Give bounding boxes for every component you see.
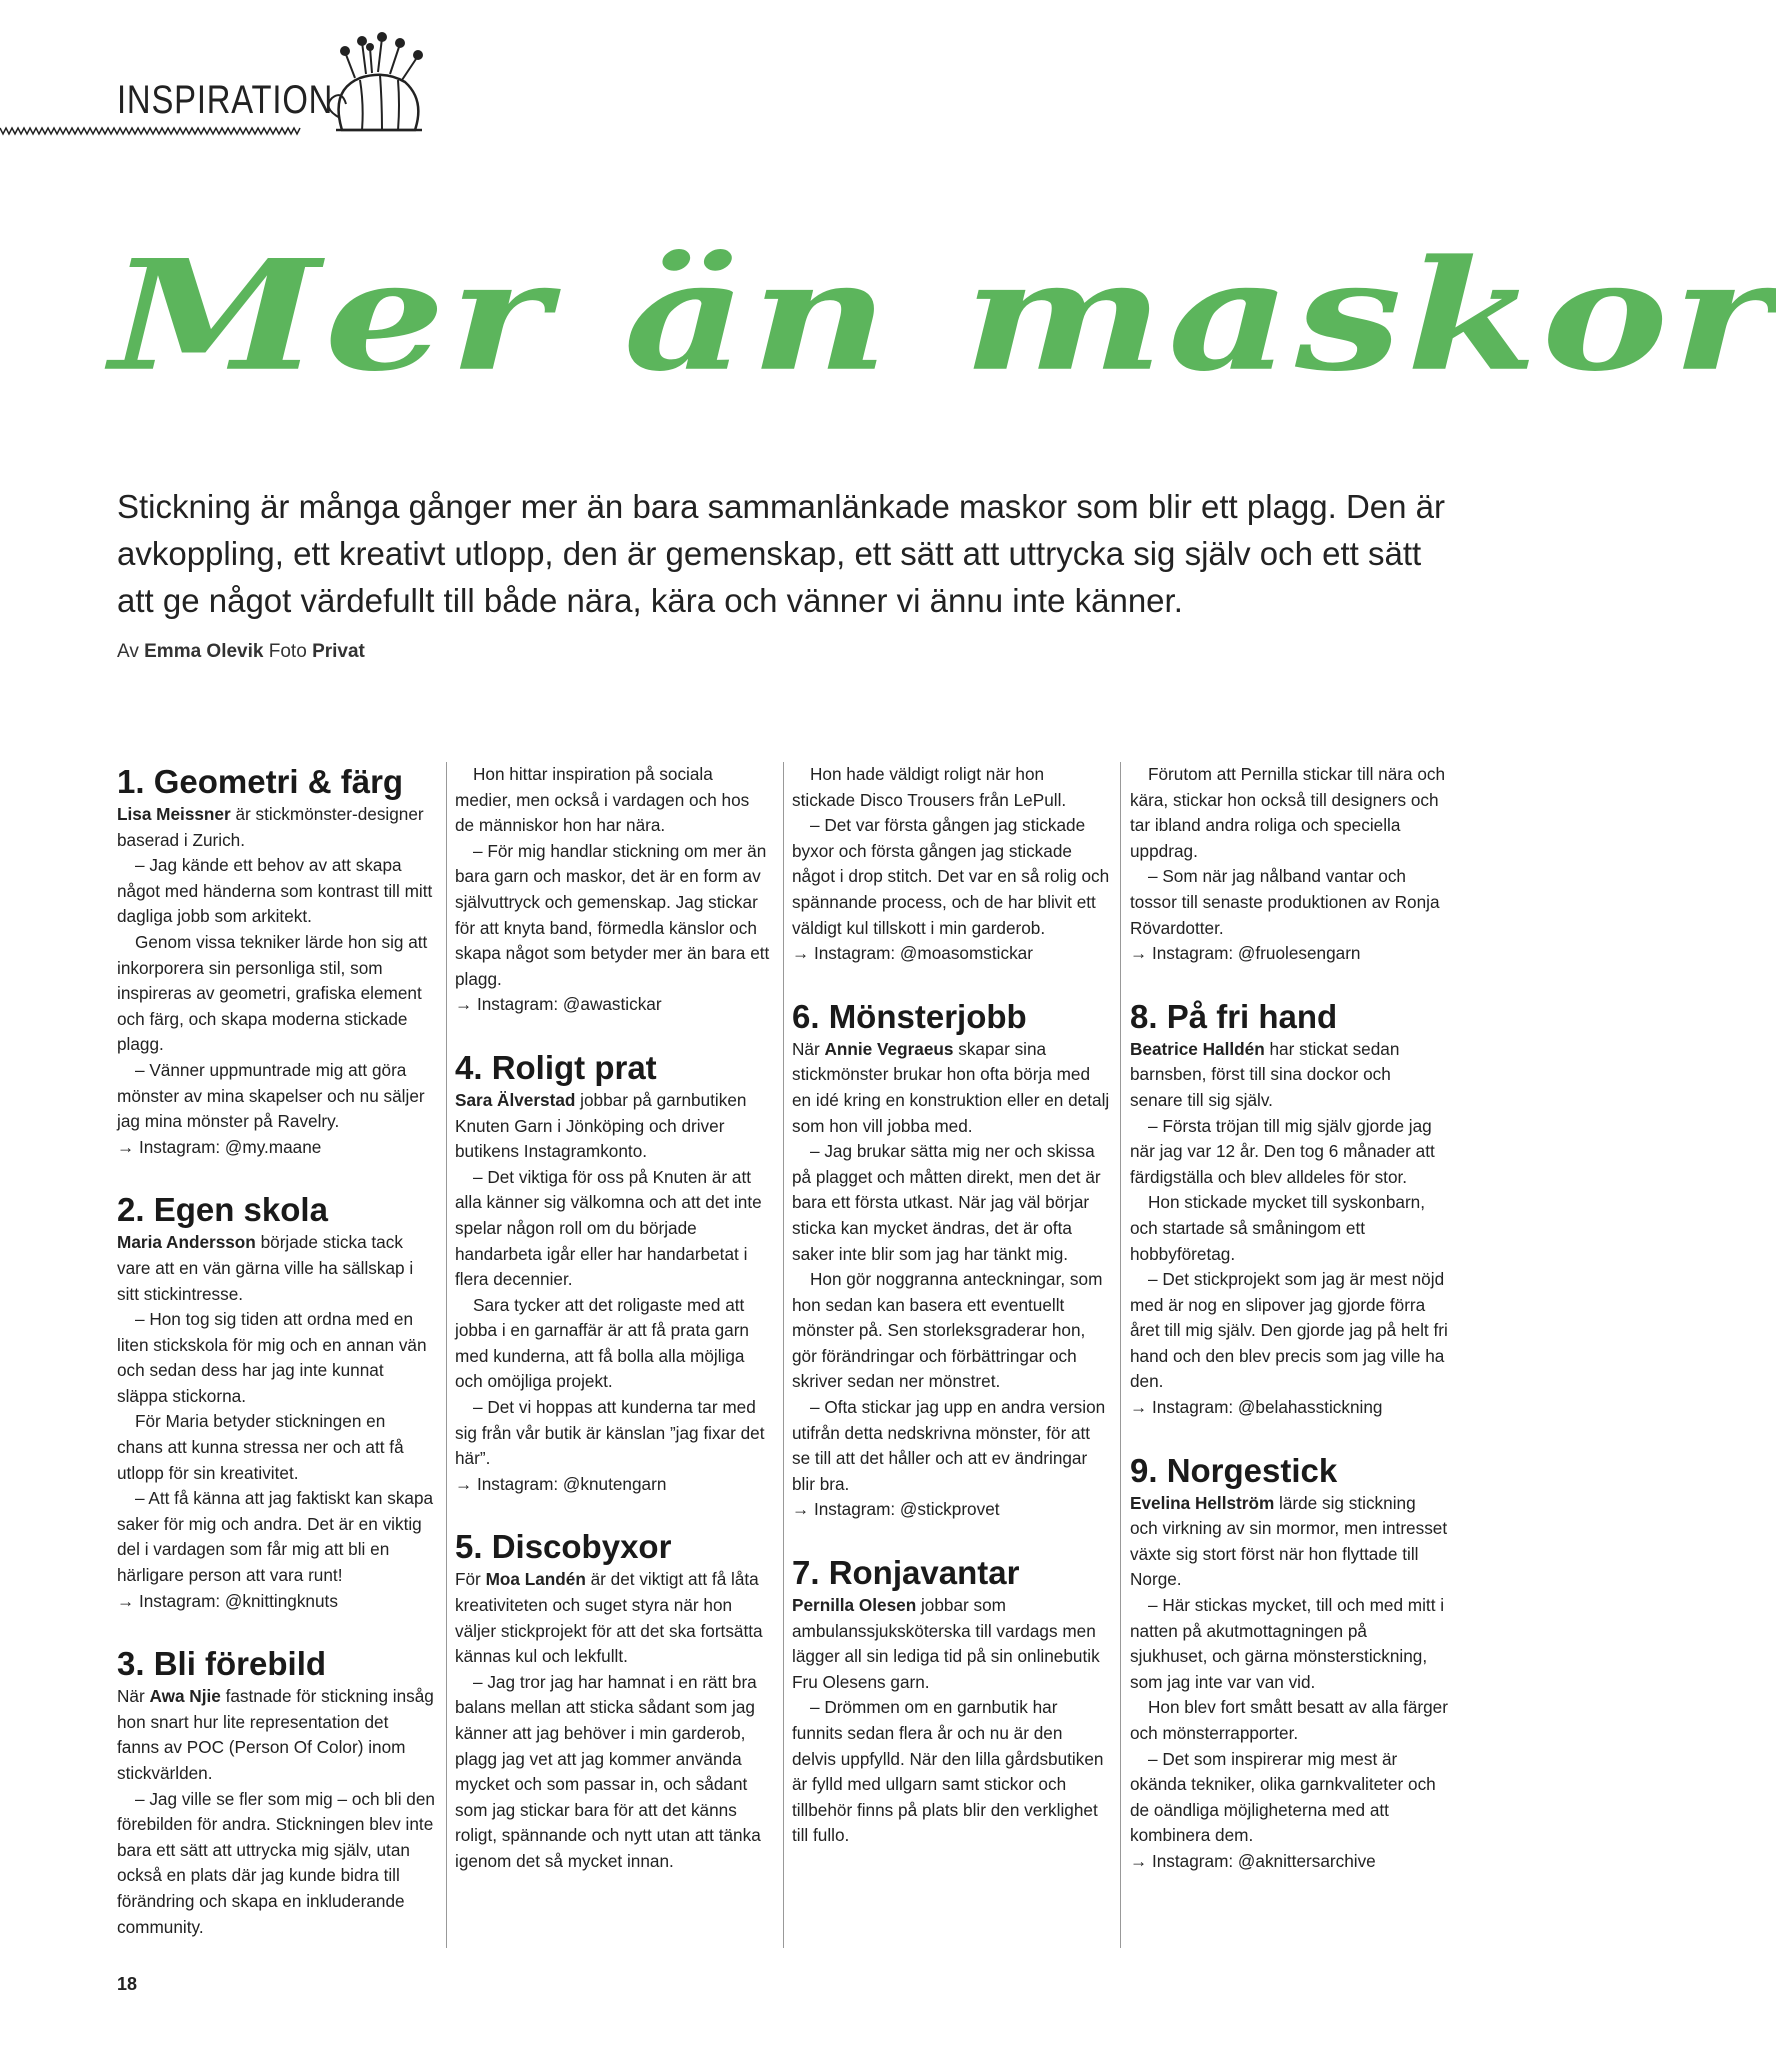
instagram-link[interactable]: → Instagram: @my.maane <box>117 1136 322 1157</box>
section-paragraph: Hon hade väldigt roligt när hon stickade Disco Trousers från LePull. <box>792 764 1067 810</box>
instagram-link[interactable]: → Instagram: @belahasstickning <box>1130 1397 1383 1418</box>
section-paragraph: – Första tröjan till mig själv gjorde jag när jag var 12 år. Den tog 6 månader att färdigställa och blev alldeles för stor. <box>1130 1115 1435 1187</box>
section-paragraph: – Att få känna att jag faktiskt kan skapa saker för mig och andra. Det är en viktig del i vardagen som får mig att bli en härligare person att vara runt! <box>117 1488 434 1586</box>
section-title: 4. Roligt prat <box>455 1048 657 1086</box>
byline-photographer: Privat <box>312 641 365 662</box>
column-divider <box>783 762 784 1948</box>
column-3 <box>792 762 1110 1849</box>
section-intro: är stickmönster-designer baserad i Zurich. <box>117 804 424 850</box>
section-paragraph: – Jag tror jag har hamnat i en rätt bra balans mellan att sticka sådant som jag känner att jag behöver i min garderob, plagg jag vet att jag kommer använda mycket och som passar in, och sådant som jag stickar bara för att det känns roligt, spännande och nytt utan att tänka igenom det så mycket innan. <box>455 1671 761 1871</box>
section-intro: har stickat sedan barnsben, först till sina dockor och senare till sig själv. <box>1130 1038 1400 1110</box>
instagram-link[interactable]: → Instagram: @knittingknuts <box>117 1590 338 1611</box>
headline: Mer än maskor <box>110 226 1776 405</box>
section-paragraph: – Det som inspirerar mig mest är okända tekniker, olika garnkvaliteter och de oändliga möjligheterna med att kombinera dem. <box>1130 1748 1436 1846</box>
byline-av-label: Av <box>117 641 139 662</box>
section-intro: skapar sina stickmönster brukar hon ofta börja med en idé kring en konstruktion eller en detalj som hon vill jobba med. <box>792 1038 1110 1136</box>
section-paragraph: Hon hittar inspiration på sociala medier, men också i vardagen och hos de människor hon har nära. <box>455 764 750 836</box>
instagram-link[interactable]: → Instagram: @awastickar <box>455 994 662 1015</box>
section-intro: jobbar på garnbutiken Knuten Garn i Jönköping och driver butikens Instagramkonto. <box>455 1089 747 1162</box>
byline-foto-label: Foto <box>268 641 307 662</box>
section-paragraph: – Det viktiga för oss på Knuten är att alla känner sig välkomna och att det inte spelar någon roll om du började handarbeta igår eller har handarbetat i flera decennier. <box>455 1166 762 1290</box>
instagram-link[interactable]: → Instagram: @stickprovet <box>792 1499 1000 1520</box>
section-title: 9. Norgestick <box>1130 1451 1338 1489</box>
section-title: 6. Mönsterjobb <box>792 997 1027 1035</box>
section-title: 5. Discobyxor <box>455 1528 672 1566</box>
column-4 <box>1130 762 1448 1875</box>
person-name: Sara Älverstad <box>455 1089 576 1110</box>
section-paragraph: – Vänner uppmuntrade mig att göra mönster av mina skapelser och nu säljer jag mina mönster på Ravelry. <box>117 1059 425 1132</box>
section-paragraph: För Maria betyder stickningen en chans att kunna stressa ner och att få utlopp för sin kreativitet. <box>117 1411 404 1483</box>
section-paragraph: Genom vissa tekniker lärde hon sig att inkorporera sin personliga stil, som inspireras av geometri, grafiska element och färg, och skapa moderna stickade plagg. <box>117 931 428 1055</box>
column-divider <box>1120 762 1121 1948</box>
section-paragraph: Hon gör noggranna anteckningar, som hon sedan kan basera ett eventuellt mönster på. Sen storleksgraderar hon, gör förändringar och förbättringar och skriver sedan ner mönstret. <box>792 1269 1103 1392</box>
person-name: Maria Andersson <box>117 1232 256 1253</box>
instagram-link[interactable]: → Instagram: @moasomstickar <box>792 943 1033 964</box>
section-title: 2. Egen skola <box>117 1191 328 1229</box>
section-intro: började sticka tack vare att en vän gärna ville ha sällskap i sitt stickintresse. <box>117 1232 414 1304</box>
zigzag-divider <box>0 126 300 136</box>
section-intro: är det viktigt att få låta kreativiteten och suget styra när hon väljer stickprojekt för att det ska fortsätta kännas kul och lekfullt. <box>455 1569 763 1667</box>
section-pre: När <box>117 1686 150 1707</box>
section-paragraph: Sara tycker att det roligaste med att jobba i en garnaffär är att få prata garn med kunderna, att få bolla alla möjliga och omöjliga projekt. <box>455 1294 749 1392</box>
section-intro: fastnade för stickning insåg hon snart hur lite representation det fanns av POC (Person Of Color) inom stickvärlden. <box>117 1686 434 1783</box>
person-name: Pernilla Olesen <box>792 1595 917 1616</box>
byline-author: Emma Olevik <box>144 641 264 662</box>
person-name: Evelina Hellström <box>1130 1492 1275 1513</box>
pincushion-icon <box>300 30 430 135</box>
section-intro: lärde sig stickning och virkning av sin mormor, men intresset växte sig stort först när hon flyttade till Norge. <box>1130 1492 1448 1590</box>
section-pre: När <box>792 1038 825 1059</box>
instagram-link[interactable]: → Instagram: @fruolesengarn <box>1130 943 1361 964</box>
section-paragraph: – Det var första gången jag stickade byxor och första gången jag stickade något i drop stitch. Det var en så rolig och spännande process, och de har blivit ett väldigt kul tillskott i min garderob. <box>792 815 1110 938</box>
person-name: Moa Landén <box>485 1569 586 1590</box>
section-paragraph: – Här stickas mycket, till och med mitt i natten på akutmottagningen på sjukhuset, och gärna mönsterstickning, som jag inte var van vid. <box>1130 1595 1445 1692</box>
section-paragraph: Hon blev fort smått besatt av alla färger och mönsterrapporter. <box>1130 1697 1448 1743</box>
section-title: 1. Geometri & färg <box>117 763 404 800</box>
section-paragraph: – Det vi hoppas att kunderna tar med sig från vår butik är känslan ”jag fixar det här”. <box>455 1397 765 1469</box>
section-paragraph: – Som när jag nålband vantar och tossor till senaste produktionen av Ronja Rövardotter. <box>1130 866 1440 938</box>
byline <box>117 641 365 663</box>
section-title: 7. Ronjavantar <box>792 1554 1020 1592</box>
section-paragraph: – Drömmen om en garnbutik har funnits sedan flera år och nu är den delvis uppfylld. När den lilla gårdsbutiken är fylld med ullgarn samt stickor och tillbehör finns på plats blir den verklighet till fullo. <box>792 1697 1104 1846</box>
section-paragraph: Förutom att Pernilla stickar till nära och kära, stickar hon också till designers och tar ibland andra roliga och speciella uppdrag. <box>1130 764 1446 861</box>
column-divider <box>446 762 447 1948</box>
section-paragraph: – Jag kände ett behov av att skapa något med händerna som kontrast till mitt dagliga jobb som arkitekt. <box>117 855 433 927</box>
person-name: Annie Vegraeus <box>824 1038 954 1059</box>
column-1 <box>117 762 435 1940</box>
person-name: Beatrice Halldén <box>1130 1038 1265 1059</box>
page-number: 18 <box>117 1974 138 1994</box>
section-paragraph: – För mig handlar stickning om mer än bara garn och maskor, det är en form av självuttryck och gemenskap. Jag stickar för att knyta band, förmedla känslor och skapa något som betyder mer än bara ett plagg. <box>455 840 770 989</box>
section-label: INSPIRATION <box>117 78 334 122</box>
section-pre: För <box>455 1569 486 1590</box>
section-paragraph: – Det stickprojekt som jag är mest nöjd med är nog en slipover jag gjorde förra året till mig själv. Den gjorde jag på helt fri hand och den blev precis som jag ville ha den. <box>1130 1269 1448 1392</box>
section-title: 3. Bli förebild <box>117 1645 327 1683</box>
section-intro: jobbar som ambulanssjuksköterska till vardags men lägger all sin lediga tid på sin onlinebutik Fru Olesens garn. <box>792 1595 1100 1692</box>
column-2 <box>455 762 773 1875</box>
person-name: Awa Njie <box>149 1686 221 1707</box>
section-paragraph: – Jag brukar sätta mig ner och skissa på plagget och måtten direkt, men det är bara ett första utkast. När jag väl börjar sticka kan mycket ändras, det är ofta saker inte blir som jag har tänkt mig. <box>792 1141 1101 1264</box>
section-paragraph: Hon stickade mycket till syskonbarn, och startade så småningom ett hobbyföretag. <box>1130 1192 1426 1264</box>
instagram-link[interactable]: → Instagram: @knutengarn <box>455 1473 667 1494</box>
section-title: 8. På fri hand <box>1130 997 1338 1035</box>
lead-paragraph: Stickning är många gånger mer än bara sammanlänkade maskor som blir ett plagg. Den är avkoppling, ett kreativt utlopp, den är gemenskap, ett sätt att uttrycka sig själv och ett sätt att ge något värdefullt till både nära, kära och vänner vi ännu inte känner. <box>117 488 1445 619</box>
instagram-link[interactable]: → Instagram: @aknittersarchive <box>1130 1850 1376 1871</box>
person-name: Lisa Meissner <box>117 804 231 824</box>
section-paragraph: – Jag ville se fler som mig – och bli den förebilden för andra. Stickningen blev inte bara ett sätt att uttrycka mig själv, utan också en plats där jag kunde bidra till förändring och skapa en inkluderande community. <box>117 1788 435 1937</box>
section-paragraph: – Hon tog sig tiden att ordna med en liten stickskola för mig och en annan vän och sedan dess har jag inte kunnat släppa stickorna. <box>117 1309 427 1406</box>
section-paragraph: – Ofta stickar jag upp en andra version utifrån detta nedskrivna mönster, för att se till att det håller och att ev ändringar blir bra. <box>792 1397 1106 1494</box>
